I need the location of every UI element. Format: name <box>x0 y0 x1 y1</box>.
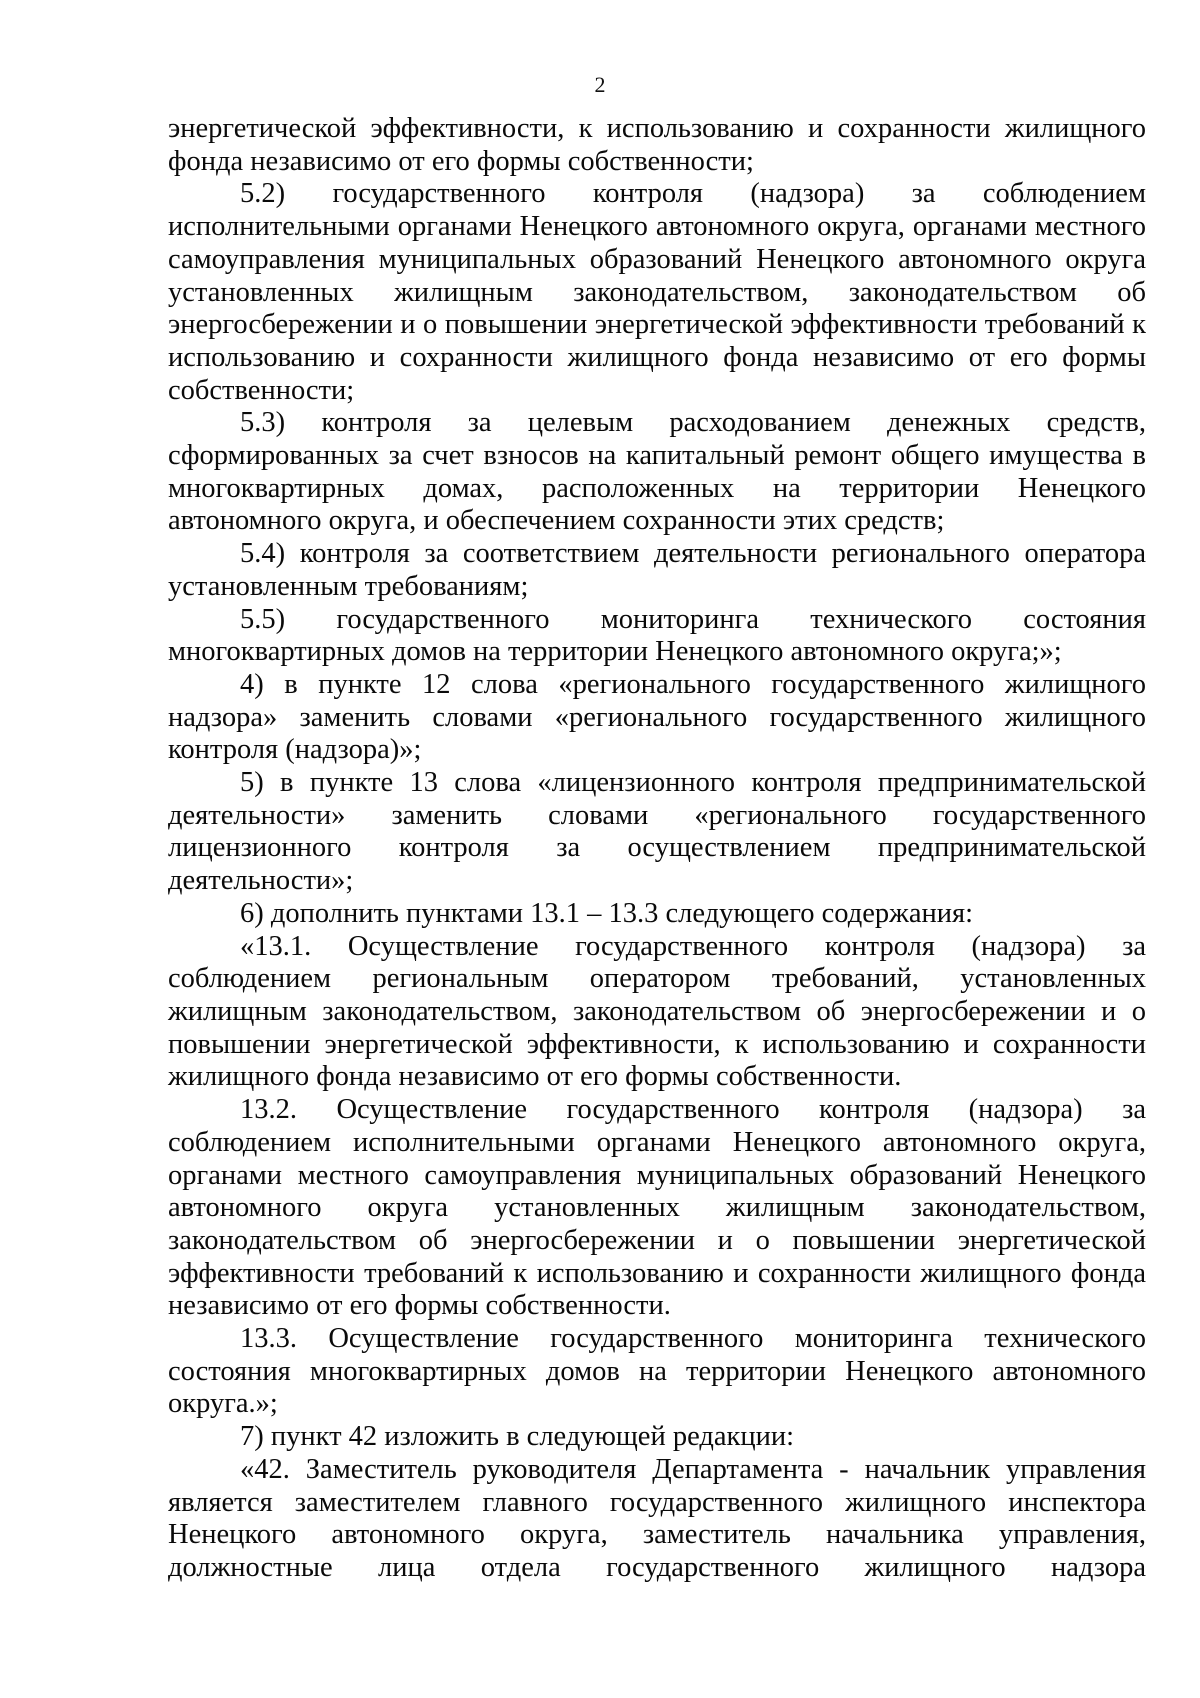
paragraph-item-6: 6) дополнить пунктами 13.1 – 13.3 следующего содержания: <box>240 897 973 929</box>
paragraph-item-4: 4) в пункте 12 слова «регионального государственного жилищного надзора» заменить словами «регионального государственного жилищного контроля (надзора)»; <box>168 668 1146 766</box>
paragraph-5-3: 5.3) контроля за целевым расходованием денежных средств, сформированных за счет взносов на капитальный ремонт общего имущества в многоквартирных домах, расположенных на территории Ненецкого автономного округа, и обеспечением сохранности этих средств; <box>168 407 1146 537</box>
paragraph-item-5: 5) в пункте 13 слова «лицензионного контроля предпринимательской деятельности» заменить словами «регионального государственного лицензионного контроля за осуществлением предпринимательской деятельности»; <box>168 767 1146 897</box>
paragraph-13-1: «13.1. Осуществление государственного контроля (надзора) за соблюдением региональным оператором требований, установленных жилищным законодательством, законодательством об энергосбережении и о повышении энергетической эффективности, к использованию и сохранности жилищного фонда независимо от его формы собственности. <box>168 930 1146 1093</box>
paragraph-5-4: 5.4) контроля за соответствием деятельности регионального оператора установленным требованиям; <box>168 538 1146 602</box>
paragraph-5-2: 5.2) государственного контроля (надзора) за соблюдением исполнительными органами Ненецкого автономного округа, органами местного самоуправления муниципальных образований Ненецкого автономного округа установленных жилищным законодательством, законодательством об энергосбережении и о повышении энергетической эффективности требований к использованию и сохранности жилищного фонда независимо от его формы собственности; <box>168 178 1146 406</box>
page-number: 2 <box>594 72 606 97</box>
paragraph-13-3: 13.3. Осуществление государственного мониторинга технического состояния многоквартирных домов на территории Ненецкого автономного округа.»; <box>168 1323 1146 1420</box>
paragraph-continuation: энергетической эффективности, к использованию и сохранности жилищного фонда независимо от его формы собственности; <box>168 113 1146 177</box>
paragraph-13-2: 13.2. Осуществление государственного контроля (надзора) за соблюдением исполнительными органами Ненецкого автономного округа, органами местного самоуправления муниципальных образований Ненецкого автономного округа установленных жилищным законодательством, законодательством об энергосбережении и о повышении энергетической эффективности требований к использованию и сохранности жилищного фонда независимо от его формы собственности. <box>168 1094 1146 1322</box>
paragraph-5-5: 5.5) государственного мониторинга технического состояния многоквартирных домов на территории Ненецкого автономного округа;»; <box>168 603 1146 668</box>
paragraph-item-7: 7) пункт 42 изложить в следующей редакции: <box>240 1421 795 1453</box>
document-body <box>168 113 1146 1585</box>
paragraph-42: «42. Заместитель руководителя Департамента - начальник управления является заместителем главного государственного жилищного инспектора Ненецкого автономного округа, заместитель начальника управления, должностные лица отдела государственного жилищного надзора <box>168 1453 1146 1583</box>
